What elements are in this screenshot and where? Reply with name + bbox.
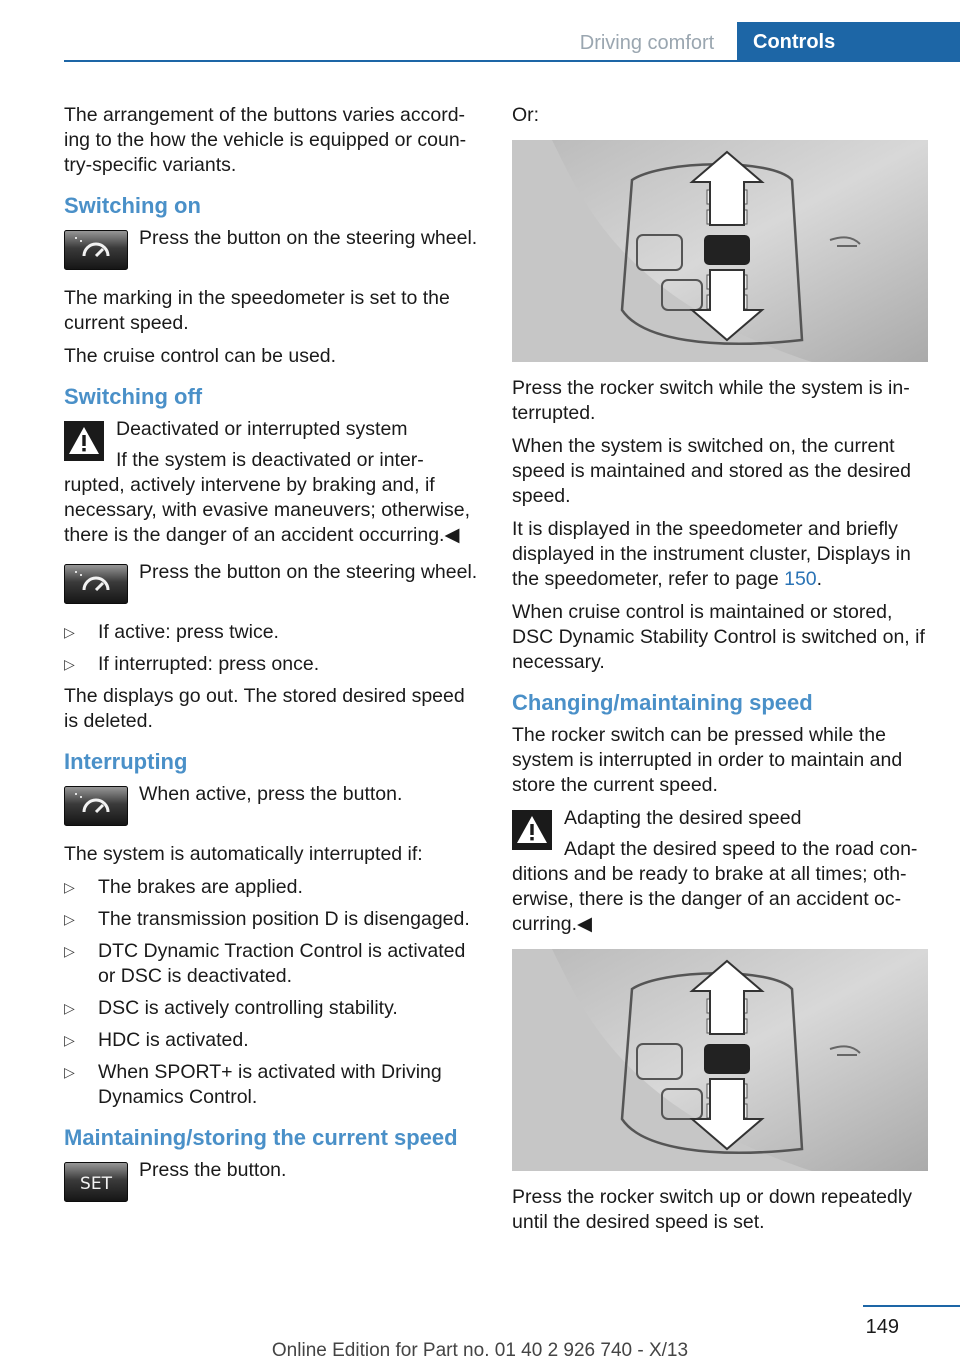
- set-button-icon: [64, 1162, 128, 1202]
- interrupt-instruction: When active, press the button.: [139, 783, 403, 805]
- switch-off-list: [64, 620, 480, 677]
- rocker-text-5: Press the rocker switch up or down repeatedly until the desired speed is set.: [512, 1186, 912, 1233]
- warning-deactivated: [64, 417, 480, 548]
- list-marker-icon: ▷: [64, 1000, 75, 1016]
- list-item: ▷ When SPORT+ is activated with Driving Dynamics Control.: [64, 1061, 442, 1108]
- warning-title: Adapting the desired speed: [564, 807, 802, 829]
- footer-rule: [863, 1305, 960, 1307]
- list-item: ▷ The brakes are applied.: [64, 876, 303, 898]
- switch-off-instruction: Press the button on the steering wheel.: [139, 561, 478, 583]
- list-marker-icon: ▷: [64, 911, 75, 927]
- list-item: ▷ HDC is activated.: [64, 1029, 249, 1051]
- steering-wheel-rocker-image: [512, 140, 928, 362]
- list-item: ▷ If active: press twice.: [64, 621, 279, 643]
- rocker-text-4: When cruise control is maintained or stored, DSC Dynamic Stability Control is switched on, if necessary.: [512, 601, 925, 673]
- cruise-control-button-icon: [64, 230, 128, 270]
- set-instruction: Press the button.: [139, 1159, 287, 1181]
- or-text: Or:: [512, 104, 540, 126]
- switch-off-button-row: [64, 560, 480, 610]
- page-number: 149: [865, 1316, 899, 1338]
- heading-maintaining: Maintaining/storing the current speed: [64, 1125, 458, 1150]
- heading-switching-on: Switching on: [64, 193, 201, 218]
- interrupt-text: The system is automatically interrupted if:: [64, 843, 423, 865]
- list-marker-icon: ▷: [64, 656, 75, 672]
- rocker-text-3: It is displayed in the speedometer and briefly displayed in the instrument cluster, Displays in the speedometer, refer to page 150.: [512, 518, 911, 590]
- switch-on-instruction: Press the button on the steering wheel.: [139, 227, 478, 249]
- switch-on-button-row: [64, 226, 480, 276]
- rocker-text-2: When the system is switched on, the current speed is maintained and stored as the desired speed.: [512, 435, 911, 507]
- page-header: [0, 0, 960, 62]
- intro-text: The arrangement of the buttons varies accord-ing to the how the vehicle is equipped or coun-try-specific variants.: [64, 104, 467, 176]
- heading-switching-off: Switching off: [64, 384, 203, 409]
- left-column: [64, 103, 480, 1218]
- switch-off-text: The displays go out. The stored desired speed is deleted.: [64, 685, 465, 732]
- interrupt-button-row: [64, 782, 480, 832]
- heading-interrupting: Interrupting: [64, 749, 188, 774]
- switch-on-text-2: The cruise control can be used.: [64, 345, 337, 367]
- warning-body: If the system is deactivated or inter-rupted, actively intervene by braking and, if necessary, with evasive maneuvers; otherwise, there is the danger of an accident occurring.◀: [64, 449, 471, 546]
- warning-triangle-icon: [64, 421, 104, 461]
- warning-title: Deactivated or interrupted system: [116, 418, 408, 440]
- warning-adapting: [512, 806, 928, 937]
- page-link[interactable]: 150: [784, 568, 817, 590]
- header-section: Driving comfort: [579, 32, 715, 54]
- warning-triangle-icon: [512, 810, 552, 850]
- set-button-row: [64, 1158, 480, 1208]
- warning-body: Adapt the desired speed to the road con-ditions and be ready to brake at all times; oth-erwise, there is the danger of an accident oc-curring.◀: [512, 838, 918, 935]
- list-marker-icon: ▷: [64, 1064, 75, 1080]
- cruise-control-button-icon: [64, 564, 128, 604]
- footer-edition: Online Edition for Part no. 01 40 2 926 740 - X/13: [271, 1340, 689, 1361]
- set-label: SET: [80, 1174, 112, 1194]
- header-tab: Controls: [737, 22, 960, 62]
- list-item: ▷ DTC Dynamic Traction Control is activated or DSC is deactivated.: [64, 940, 466, 987]
- list-marker-icon: ▷: [64, 943, 75, 959]
- list-marker-icon: ▷: [64, 624, 75, 640]
- right-column: [512, 103, 928, 1243]
- interrupt-list: [64, 875, 480, 1110]
- list-marker-icon: ▷: [64, 879, 75, 895]
- header-rule: [64, 60, 737, 62]
- changing-text: The rocker switch can be pressed while the system is interrupted in order to maintain and store the current speed.: [512, 724, 903, 796]
- list-item: ▷ DSC is actively controlling stability.: [64, 997, 398, 1019]
- list-item: ▷ If interrupted: press once.: [64, 653, 320, 675]
- rocker-text-1: Press the rocker switch while the system is in-terrupted.: [512, 377, 910, 424]
- cruise-control-button-icon: [64, 786, 128, 826]
- heading-changing-speed: Changing/maintaining speed: [512, 690, 813, 715]
- switch-on-text-1: The marking in the speedometer is set to the current speed.: [64, 287, 450, 334]
- list-marker-icon: ▷: [64, 1032, 75, 1048]
- list-item: ▷ The transmission position D is disengaged.: [64, 908, 470, 930]
- steering-wheel-rocker-image: [512, 949, 928, 1171]
